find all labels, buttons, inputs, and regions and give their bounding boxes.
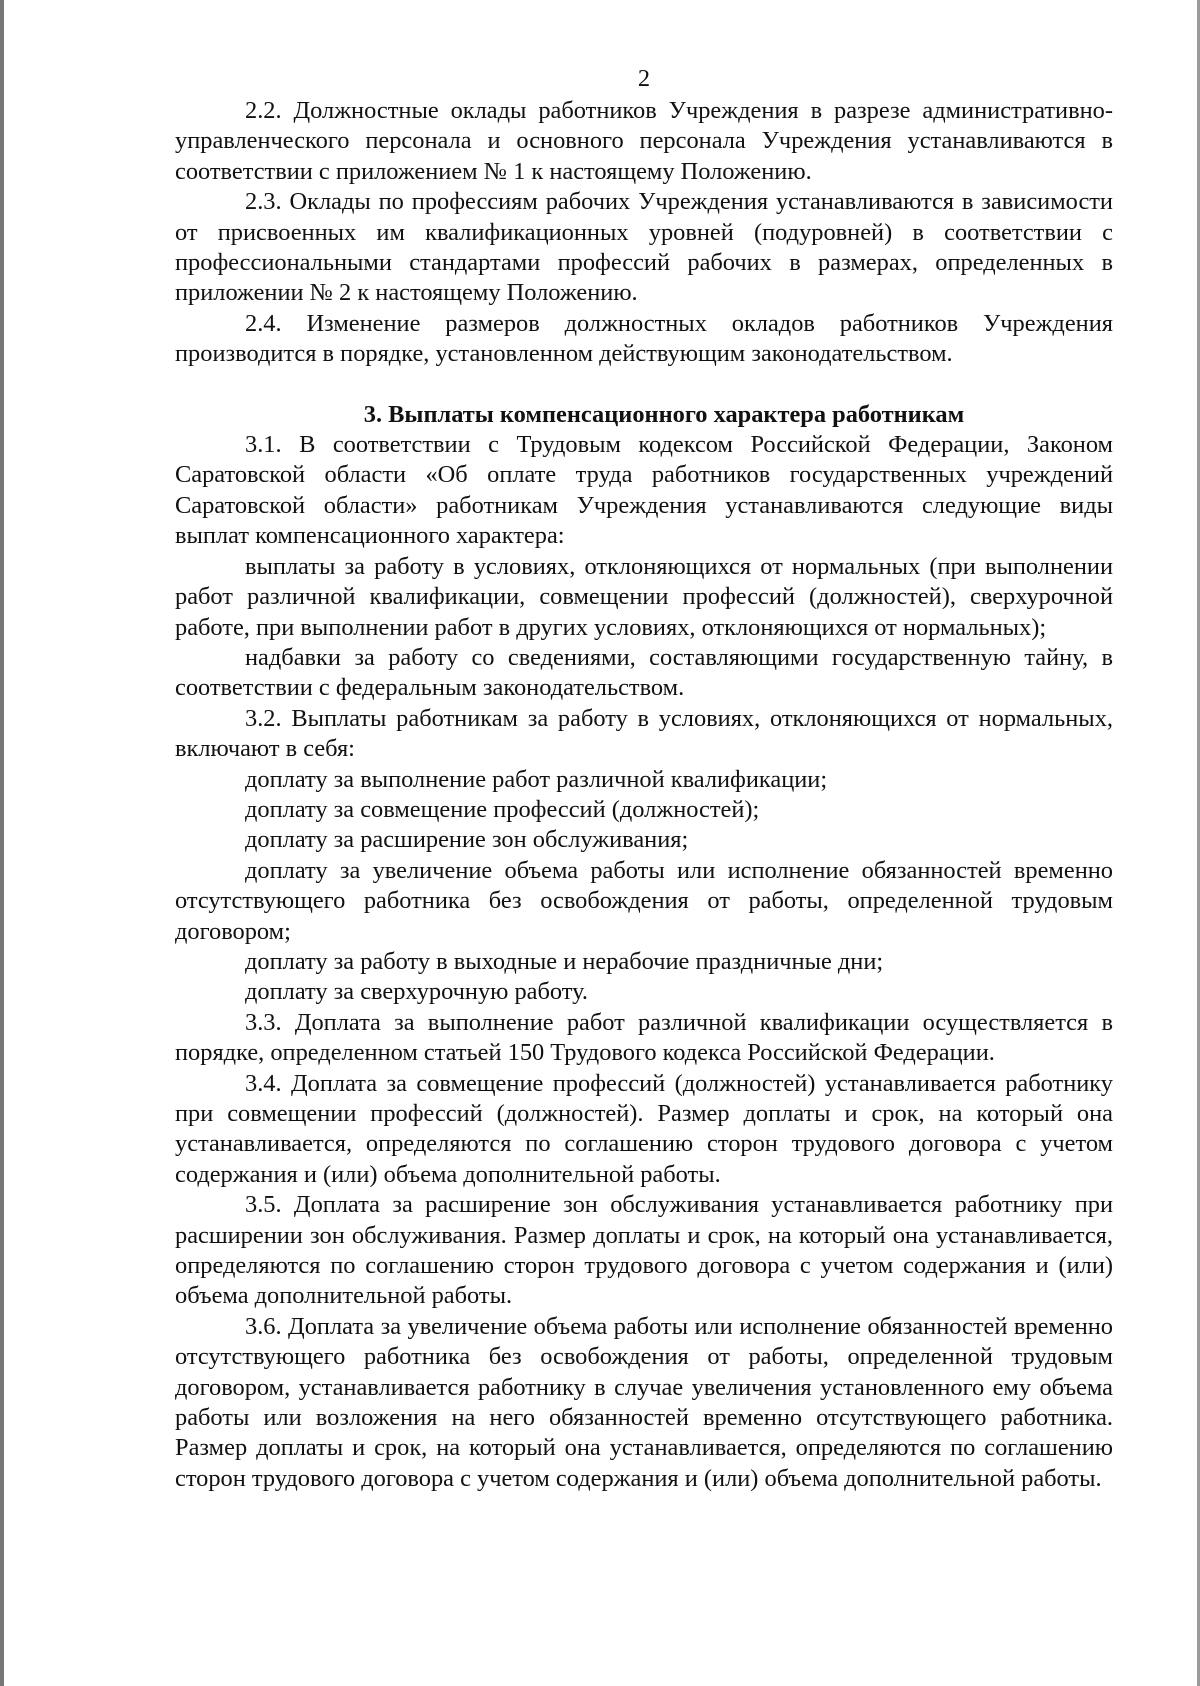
- page-number: 2: [637, 65, 651, 92]
- list-item-overtime-surcharge: доплату за сверхурочную работу.: [245, 978, 588, 1006]
- document-page: [175, 62, 1113, 1494]
- paragraph-3-1: 3.1. В соответствии с Трудовым кодексом Российской Федерации, Законом Саратовской области «Об оплате труда работников государственных учреждений Саратовской области» работникам Учреждения устанавливаются следующие виды выплат компенсационного характера:: [175, 431, 1113, 550]
- paragraph-2-3: 2.3. Оклады по профессиям рабочих Учреждения устанавливаются в зависимости от присвоенных им квалификационных уровней (подуровней) в соответствии с профессиональными стандартами профессий рабочих в размерах, определенных в приложении № 2 к настоящему Положению.: [175, 188, 1113, 307]
- list-item-payments-deviating-conditions: выплаты за работу в условиях, отклоняющихся от нормальных (при выполнении работ различной квалификации, совмещении профессий (должностей), сверхурочной работе, при выполнении работ в других условиях, отклоняющихся от нормальных);: [175, 552, 1113, 641]
- paragraph-3-6: 3.6. Доплата за увеличение объема работы или исполнение обязанностей временно отсутствующего работника без освобождения от работы, определенной трудовым договором, устанавливается работнику в случае увеличения установленного ему объема работы или возложения на него обязанностей временно отсутствующего работника. Размер доплаты и срок, на который она устанавливается, определяются по соглашению сторон трудового договора с учетом содержания и (или) объема дополнительной работы.: [175, 1312, 1113, 1492]
- list-item-workload-increase-surcharge: доплату за увеличение объема работы или исполнение обязанностей временно отсутствующего работника без освобождения от работы, определенной трудовым договором;: [175, 856, 1113, 945]
- paragraph-3-4: 3.4. Доплата за совмещение профессий (должностей) устанавливается работнику при совмещении профессий (должностей). Размер доплаты и срок, на который она устанавливается, определяются по соглашению сторон трудового договора с учетом содержания и (или) объема дополнительной работы.: [175, 1069, 1113, 1188]
- paragraph-3-5: 3.5. Доплата за расширение зон обслуживания устанавливается работнику при расширении зон обслуживания. Размер доплаты и срок, на который она устанавливается, определяются по соглашению сторон трудового договора с учетом содержания и (или) объема дополнительной работы.: [175, 1191, 1113, 1310]
- list-item-combination-surcharge: доплату за совмещение профессий (должностей);: [245, 795, 760, 823]
- paragraph-2-2: 2.2. Должностные оклады работников Учреждения в разрезе административно-управленческого персонала и основного персонала Учреждения устанавливаются в соответствии с приложением № 1 к настоящему Положению.: [175, 97, 1113, 185]
- list-item-qualification-surcharge: доплату за выполнение работ различной квалификации;: [245, 765, 828, 793]
- paragraph-2-4: 2.4. Изменение размеров должностных окладов работников Учреждения производится в порядке, установленном действующим законодательством.: [175, 309, 1113, 368]
- paragraph-3-3: 3.3. Доплата за выполнение работ различной квалификации осуществляется в порядке, определенном статьей 150 Трудового кодекса Российской Федерации.: [175, 1008, 1113, 1067]
- list-item-holiday-work-surcharge: доплату за работу в выходные и нерабочие праздничные дни;: [245, 947, 884, 975]
- list-item-service-zone-surcharge: доплату за расширение зон обслуживания;: [245, 826, 689, 854]
- scan-border-left: [0, 0, 4, 1686]
- paragraph-3-2: 3.2. Выплаты работникам за работу в условиях, отклоняющихся от нормальных, включают в себя:: [175, 704, 1113, 763]
- list-item-state-secret-allowance: надбавки за работу со сведениями, составляющими государственную тайну, в соответствии с федеральным законодательством.: [175, 643, 1113, 702]
- section-3-heading: 3. Выплаты компенсационного характера работникам: [363, 400, 965, 428]
